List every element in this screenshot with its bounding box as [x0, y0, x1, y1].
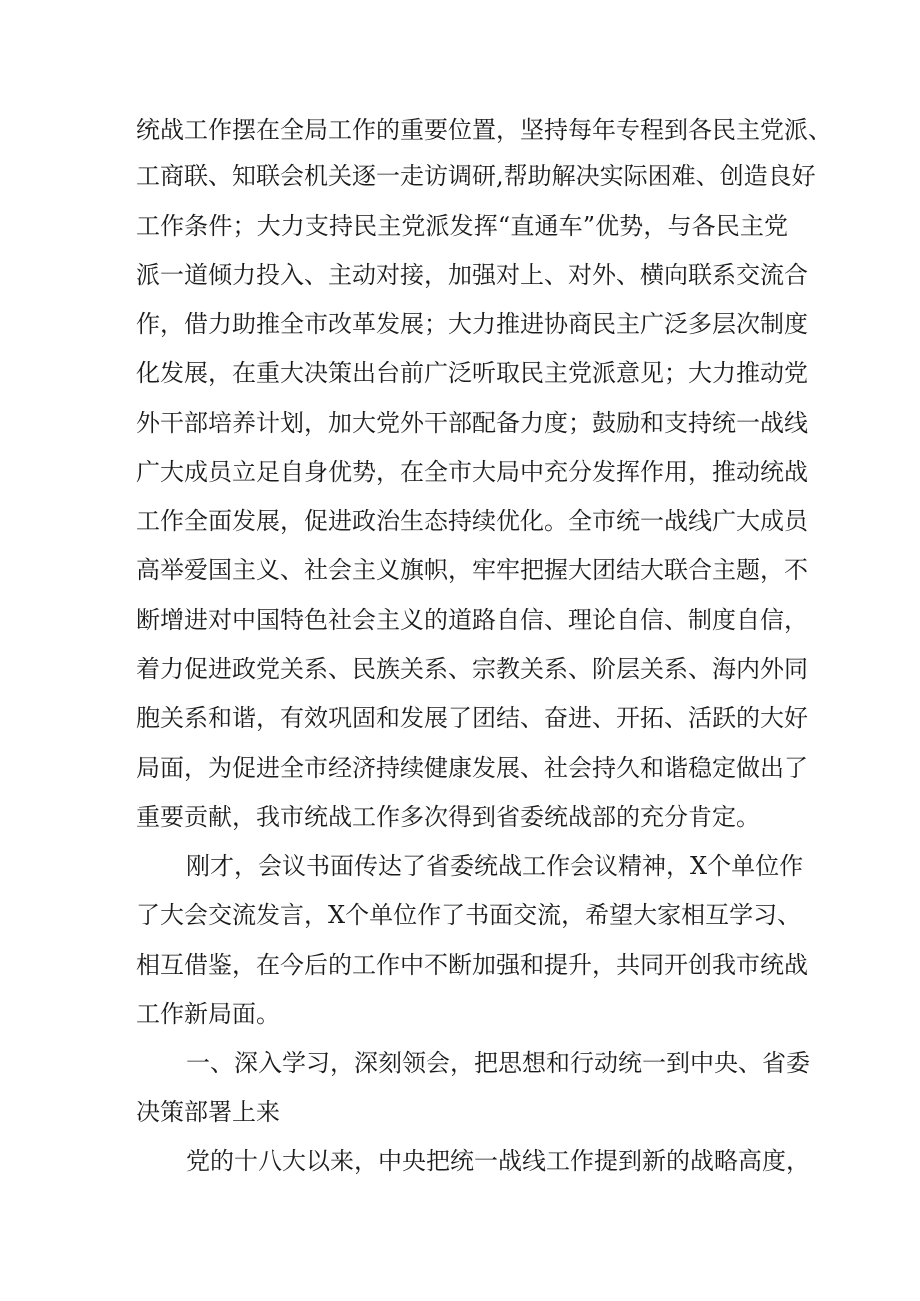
- paragraph-line: 胞关系和谐，有效巩固和发展了团结、奋进、开拓、活跃的大好: [136, 704, 808, 732]
- paragraph-line: 工作新局面。: [136, 1000, 280, 1028]
- paragraph-line: 刚才，会议书面传达了省委统战工作会议精神，X个单位作: [186, 852, 804, 880]
- paragraph-line: 工作条件；大力支持民主党派发挥“直通车”优势，与各民主党: [136, 212, 788, 240]
- paragraph-line: 高举爱国主义、社会主义旗帜，牢牢把握大团结大联合主题，不: [136, 556, 808, 584]
- paragraph-line: 统战工作摆在全局工作的重要位置，坚持每年专程到各民主党派、: [136, 116, 832, 144]
- paragraph-line: 工商联、知联会机关逐一走访调研,帮助解决实际困难、创造良好: [136, 162, 816, 190]
- paragraph-line: 派一道倾力投入、主动对接，加强对上、对外、横向联系交流合: [136, 261, 808, 289]
- paragraph-line: 着力促进政党关系、民族关系、宗教关系、阶层关系、海内外同: [136, 655, 808, 683]
- paragraph-line: 外干部培养计划，加大党外干部配备力度；鼓励和支持统一战线: [136, 409, 808, 437]
- paragraph-line: 相互借鉴，在今后的工作中不断加强和提升，共同开创我市统战: [136, 951, 808, 979]
- paragraph-line: 广大成员立足自身优势，在全市大局中充分发挥作用，推动统战: [136, 458, 808, 486]
- paragraph-line: 工作全面发展，促进政治生态持续优化。全市统一战线广大成员: [136, 507, 808, 535]
- section-heading-line: 决策部署上来: [136, 1098, 280, 1126]
- paragraph-line: 局面，为促进全市经济持续健康发展、社会持久和谐稳定做出了: [136, 754, 808, 782]
- paragraph-line: 重要贡献，我市统战工作多次得到省委统战部的充分肯定。: [136, 803, 760, 831]
- paragraph-line: 了大会交流发言，X个单位作了书面交流，希望大家相互学习、: [136, 901, 802, 929]
- section-heading-line: 一、深入学习，深刻领会，把思想和行动统一到中央、省委: [186, 1049, 810, 1077]
- paragraph-line: 断增进对中国特色社会主义的道路自信、理论自信、制度自信，: [136, 606, 808, 634]
- paragraph-line: 化发展，在重大决策出台前广泛听取民主党派意见；大力推动党: [136, 359, 808, 387]
- paragraph-line: 党的十八大以来，中央把统一战线工作提到新的战略高度，: [186, 1147, 810, 1175]
- paragraph-line: 作，借力助推全市改革发展；大力推进协商民主广泛多层次制度: [136, 310, 808, 338]
